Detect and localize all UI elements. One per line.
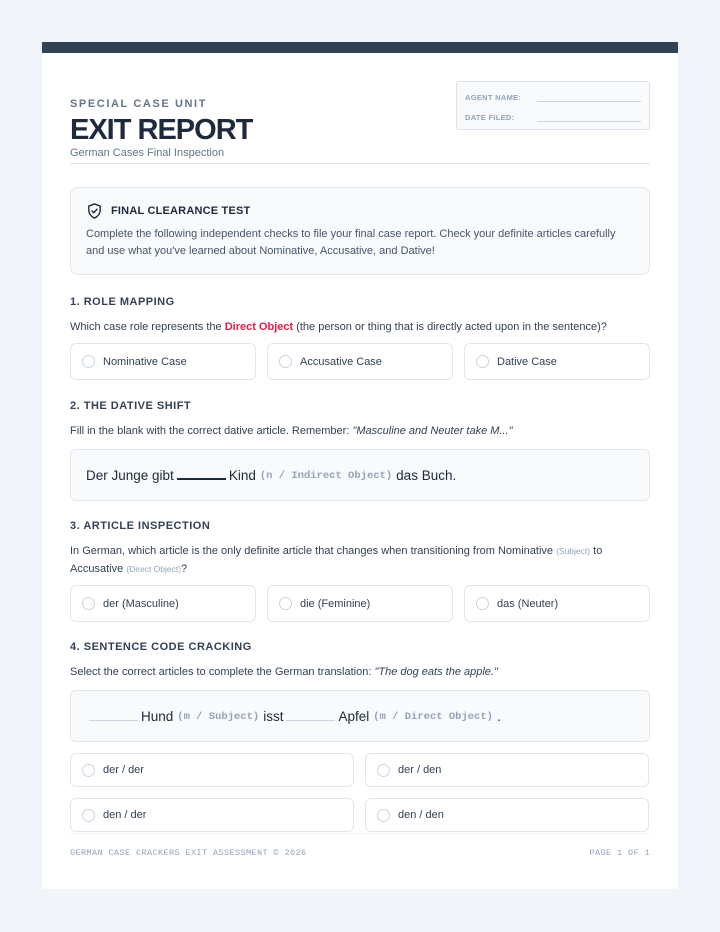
- q4-quote: "The dog eats the apple.": [374, 666, 498, 678]
- top-bar: [42, 42, 678, 53]
- q1-option[interactable]: [267, 343, 453, 380]
- question-4: [70, 641, 650, 832]
- option-label: das (Neuter): [497, 597, 559, 610]
- q4-option[interactable]: [70, 753, 354, 787]
- option-label: den / der: [103, 809, 147, 821]
- option-label: Dative Case: [497, 355, 557, 368]
- answer-blank[interactable]: [286, 720, 335, 721]
- clearance-text: Complete the following independent checks to file your final case report. Check your definite articles carefully and use what you've learned about Nominative, Accusative, and Dative!: [86, 228, 616, 257]
- question-1: [70, 296, 650, 380]
- q3-text-2: to Accusative: [70, 545, 603, 575]
- question-3-heading: 3. ARTICLE INSPECTION: [70, 520, 211, 532]
- report-page: [42, 42, 678, 889]
- sentence-part: das Buch.: [396, 467, 457, 483]
- date-filed-field[interactable]: [537, 121, 641, 122]
- sentence-part: Kind: [228, 467, 256, 483]
- q3-small-2: (Direct Object): [126, 564, 182, 574]
- option-label: den / den: [398, 809, 444, 821]
- clearance-box: [70, 187, 650, 275]
- question-1-text: [70, 318, 650, 336]
- radio-icon[interactable]: [377, 764, 390, 777]
- sentence-part: Der Junge gibt: [86, 467, 174, 483]
- question-4-text: [70, 663, 650, 681]
- answer-blank[interactable]: [177, 478, 226, 480]
- date-filed-row: [465, 111, 641, 123]
- q4-option[interactable]: [365, 798, 649, 832]
- q1-text-after: (the person or thing that is directly acted upon in the sentence)?: [293, 321, 607, 333]
- radio-icon[interactable]: [279, 597, 292, 610]
- q4-text-before: Select the correct articles to complete the German translation:: [70, 666, 375, 678]
- sentence-hint: (m / Direct Object): [373, 711, 493, 723]
- radio-icon[interactable]: [82, 764, 95, 777]
- answer-blank[interactable]: [89, 720, 138, 721]
- q4-option[interactable]: [365, 753, 649, 787]
- option-label: der (Masculine): [103, 597, 179, 610]
- sentence-hint: (n / Indirect Object): [259, 470, 393, 482]
- question-2-text: [70, 422, 650, 440]
- sentence-end: .: [496, 708, 501, 724]
- sentence-hint: (m / Subject): [177, 711, 260, 723]
- sentence-part: isst: [263, 708, 284, 724]
- footer-left: GERMAN CASE CRACKERS EXIT ASSESSMENT © 2026: [70, 848, 307, 858]
- page-subtitle: German Cases Final Inspection: [70, 147, 225, 159]
- question-3: [70, 520, 650, 622]
- q4-option[interactable]: [70, 798, 354, 832]
- question-4-sentence: [70, 690, 650, 742]
- option-label: der / der: [103, 764, 144, 776]
- question-3-options: [70, 585, 650, 622]
- question-1-heading: 1. ROLE MAPPING: [70, 296, 175, 308]
- question-4-options: [70, 753, 650, 832]
- shield-check-icon: [86, 202, 103, 220]
- question-2-sentence: [70, 449, 650, 501]
- date-filed-label: DATE FILED:: [465, 113, 515, 122]
- radio-icon[interactable]: [279, 355, 292, 368]
- question-2: [70, 400, 650, 501]
- unit-label: SPECIAL CASE UNIT: [70, 98, 208, 110]
- clearance-title: FINAL CLEARANCE TEST: [111, 205, 251, 217]
- radio-icon[interactable]: [82, 597, 95, 610]
- question-1-options: [70, 343, 650, 380]
- q1-highlight: Direct Object: [224, 321, 294, 333]
- agent-name-row: [465, 91, 641, 103]
- radio-icon[interactable]: [476, 355, 489, 368]
- footer-page-number: PAGE 1 OF 1: [589, 848, 650, 858]
- option-label: der / den: [398, 764, 442, 776]
- agent-name-field[interactable]: [537, 101, 641, 102]
- radio-icon[interactable]: [82, 809, 95, 822]
- sentence-part: Hund: [141, 708, 174, 724]
- q2-text-before: Fill in the blank with the correct dative article. Remember:: [70, 425, 353, 437]
- q3-text-1: In German, which article is the only definite article that changes when transitioning from Nominative: [70, 545, 557, 557]
- radio-icon[interactable]: [82, 355, 95, 368]
- q1-option[interactable]: [70, 343, 256, 380]
- q3-small-1: (Subject): [556, 546, 591, 556]
- option-label: die (Feminine): [300, 597, 371, 610]
- question-2-heading: 2. THE DATIVE SHIFT: [70, 400, 192, 412]
- option-label: Nominative Case: [103, 355, 187, 368]
- question-3-text: [70, 542, 650, 578]
- q3-option[interactable]: [464, 585, 650, 622]
- q2-quote: "Masculine and Neuter take M...": [352, 425, 513, 437]
- radio-icon[interactable]: [476, 597, 489, 610]
- agent-name-label: AGENT NAME:: [465, 93, 522, 102]
- page-footer: [70, 833, 650, 858]
- q1-text-before: Which case role represents the: [70, 321, 225, 333]
- q3-option[interactable]: [267, 585, 453, 622]
- page-title: EXIT REPORT: [70, 114, 253, 146]
- option-label: Accusative Case: [300, 355, 382, 368]
- radio-icon[interactable]: [377, 809, 390, 822]
- question-4-heading: 4. SENTENCE CODE CRACKING: [70, 641, 252, 653]
- sentence-part: Apfel: [338, 708, 370, 724]
- agent-info-box: [456, 81, 650, 130]
- q3-text-3: ?: [181, 563, 188, 575]
- q3-option[interactable]: [70, 585, 256, 622]
- q1-option[interactable]: [464, 343, 650, 380]
- report-header: [70, 53, 650, 164]
